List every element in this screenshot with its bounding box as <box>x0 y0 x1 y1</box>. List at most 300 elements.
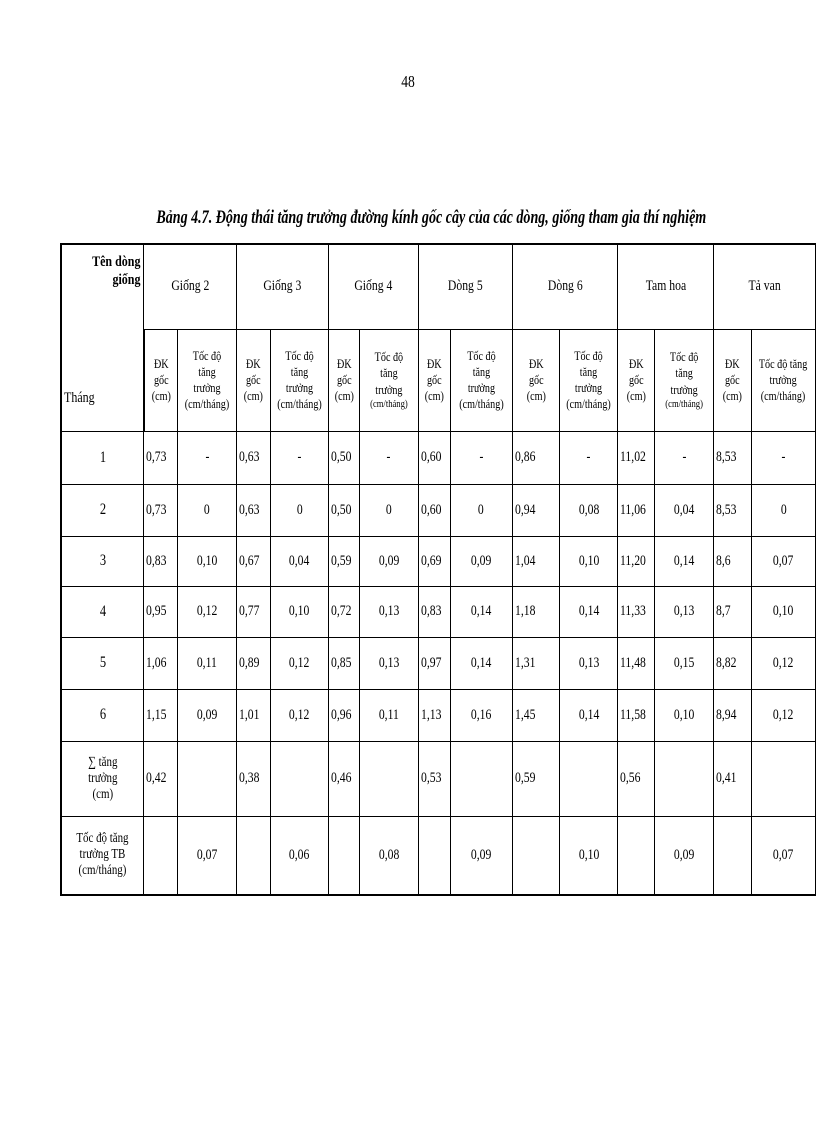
cell-line: gốc <box>426 372 442 388</box>
table-cell <box>655 638 714 690</box>
table-cell <box>270 587 328 638</box>
cell-value: 0 <box>478 501 485 518</box>
table-cell <box>450 537 512 587</box>
cell-value: 0,46 <box>330 770 352 787</box>
table-cell <box>144 817 178 895</box>
table-cell <box>618 537 655 587</box>
table-cell <box>270 432 328 485</box>
table-cell <box>618 485 655 537</box>
table-cell <box>328 690 359 742</box>
cell-line: ĐK <box>153 355 169 371</box>
subheader-rate <box>178 330 237 432</box>
table-cell <box>237 817 271 895</box>
cell-value: 0,60 <box>420 449 442 466</box>
month-value: 2 <box>99 501 106 519</box>
table-cell <box>655 537 714 587</box>
cell-value: 11,58 <box>620 706 647 723</box>
table-cell <box>359 587 418 638</box>
table-cell <box>237 638 271 690</box>
table-cell <box>450 817 512 895</box>
table-cell <box>752 742 816 817</box>
cell-value: 0,77 <box>239 603 260 620</box>
table-cell <box>144 485 178 537</box>
cell-line: (cm) <box>722 388 743 404</box>
cell-value: 1,31 <box>514 654 536 671</box>
cell-value: 0,14 <box>673 552 695 569</box>
month-value: 6 <box>99 706 106 724</box>
subheader-rate <box>450 330 512 432</box>
cell-line: ĐK <box>246 355 261 371</box>
subheader-dk <box>512 330 560 432</box>
cell-value: 0,12 <box>773 706 794 723</box>
cell-value: 8,53 <box>716 501 737 518</box>
table-cell <box>655 432 714 485</box>
cell-line: Tốc độ tăng <box>759 355 808 371</box>
cell-line: (cm/tháng) <box>184 396 230 412</box>
group-header <box>237 244 329 330</box>
cell-line: Tốc độ tăng <box>76 831 129 847</box>
table-cell <box>560 587 618 638</box>
cell-line: (cm) <box>151 388 171 404</box>
table-row <box>61 587 816 638</box>
table-cell <box>359 690 418 742</box>
subheader-dk <box>237 330 271 432</box>
cell-line: trưởng <box>193 380 221 396</box>
subheader-rate <box>270 330 328 432</box>
cell-value: 0,13 <box>673 603 695 620</box>
table-cell <box>178 485 237 537</box>
table-cell <box>714 690 752 742</box>
cell-value: 0,12 <box>773 654 794 671</box>
cell-value: - <box>781 449 786 466</box>
cell-value: 1,18 <box>514 603 536 620</box>
cell-value: 0,96 <box>330 706 352 723</box>
table-cell <box>450 587 512 638</box>
table-cell <box>618 690 655 742</box>
table-cell <box>178 638 237 690</box>
cell-value: 0,14 <box>578 706 600 723</box>
table-cell <box>270 537 328 587</box>
cell-line: trưởng TB <box>79 847 126 863</box>
subheader-rate <box>655 330 714 432</box>
table-cell <box>178 690 237 742</box>
group-header-label: Giống 4 <box>354 278 393 295</box>
table-cell <box>560 817 618 895</box>
cell-value: 0,83 <box>420 603 442 620</box>
cell-value: 0,09 <box>470 552 492 569</box>
table-cell <box>418 537 450 587</box>
cell-value: 0,63 <box>239 449 260 466</box>
table-cell <box>178 587 237 638</box>
cell-line: Tốc độ <box>670 349 699 365</box>
corner-month-label: Tháng <box>64 390 95 406</box>
table-cell <box>144 537 178 587</box>
cell-value: 0,10 <box>578 552 600 569</box>
month-value: 1 <box>99 448 106 466</box>
table-cell <box>144 690 178 742</box>
table-cell <box>359 742 418 817</box>
table-cell <box>618 432 655 485</box>
sum-label <box>61 742 144 817</box>
cell-value: 0,09 <box>378 552 400 569</box>
average-row <box>61 817 816 895</box>
cell-line: gốc <box>528 372 544 388</box>
table-cell <box>512 485 560 537</box>
table-cell <box>418 587 450 638</box>
table-cell <box>655 817 714 895</box>
table-cell <box>618 742 655 817</box>
table-cell <box>328 817 359 895</box>
cell-value: 0 <box>296 501 303 518</box>
table-cell <box>328 587 359 638</box>
cell-value: 0,13 <box>578 654 600 671</box>
cell-value: 0,15 <box>673 654 695 671</box>
corner-header-line <box>92 253 140 289</box>
page-number: 48 <box>401 72 415 91</box>
cell-value: 1,13 <box>420 706 442 723</box>
cell-value: 1,45 <box>514 706 536 723</box>
cell-value: 0,53 <box>420 770 442 787</box>
table-cell <box>237 587 271 638</box>
group-header <box>418 244 512 330</box>
table-cell <box>144 742 178 817</box>
table-cell <box>714 587 752 638</box>
cell-value: - <box>386 449 391 466</box>
cell-line: trưởng <box>575 380 603 396</box>
table-cell <box>512 742 560 817</box>
cell-value: 0,13 <box>378 654 400 671</box>
cell-line: (cm) <box>626 388 646 404</box>
average-label <box>61 817 144 895</box>
table-cell <box>560 485 618 537</box>
cell-value: 8,6 <box>716 552 731 569</box>
table-row <box>61 638 816 690</box>
table-cell <box>328 432 359 485</box>
table-cell <box>359 485 418 537</box>
group-header-label: Giống 2 <box>171 278 210 295</box>
table-cell <box>418 485 450 537</box>
cell-line: tăng <box>675 365 693 381</box>
group-header-label: Giống 3 <box>263 278 302 295</box>
table-cell <box>270 638 328 690</box>
table-cell <box>178 432 237 485</box>
cell-value: 0,38 <box>239 770 260 787</box>
table-cell <box>714 817 752 895</box>
cell-line: trưởng <box>285 380 314 396</box>
cell-value: 0,10 <box>196 552 218 569</box>
cell-value: 0,72 <box>330 603 352 620</box>
cell-value: 0 <box>385 501 392 518</box>
cell-value: 1,15 <box>146 706 167 723</box>
group-header-label: Tả van <box>748 278 781 295</box>
subheader-rate <box>560 330 618 432</box>
growth-table <box>60 243 816 896</box>
table-cell <box>450 638 512 690</box>
cell-line: Tốc độ tăng <box>374 349 404 381</box>
month-value: 5 <box>99 654 106 672</box>
cell-value: 8,7 <box>716 603 731 620</box>
month-cell <box>61 638 144 690</box>
cell-value: 0,42 <box>146 770 167 787</box>
cell-value: 0,10 <box>773 603 794 620</box>
table-cell <box>618 587 655 638</box>
table-row <box>61 537 816 587</box>
group-header <box>714 244 816 330</box>
table-cell <box>512 638 560 690</box>
table-cell <box>450 690 512 742</box>
table-cell <box>450 742 512 817</box>
cell-value: 1,06 <box>146 654 167 671</box>
month-value: 4 <box>99 602 106 620</box>
cell-line: ĐK <box>336 355 352 371</box>
group-header <box>144 244 237 330</box>
cell-value: 0,10 <box>673 706 695 723</box>
cell-line: trưởng <box>670 381 698 397</box>
cell-line: (cm) <box>92 787 113 803</box>
cell-value: 0 <box>780 501 787 518</box>
cell-value: 0,95 <box>146 603 167 620</box>
table-cell <box>752 537 816 587</box>
table-cell <box>450 485 512 537</box>
table-cell <box>618 638 655 690</box>
cell-value: 0,10 <box>578 846 600 863</box>
table-cell <box>714 432 752 485</box>
table-cell <box>618 817 655 895</box>
table-cell <box>560 432 618 485</box>
cell-value: 0,86 <box>514 449 536 466</box>
cell-value: 0,07 <box>773 846 794 863</box>
table-cell <box>752 587 816 638</box>
table-cell <box>237 537 271 587</box>
subheader-dk <box>328 330 359 432</box>
cell-line: (cm/tháng) <box>458 396 504 412</box>
cell-value: 0,12 <box>289 706 310 723</box>
subheader-dk <box>714 330 752 432</box>
group-header-label: Dòng 6 <box>547 278 583 295</box>
table-cell <box>144 587 178 638</box>
cell-value: 11,02 <box>620 449 647 466</box>
table-cell <box>752 817 816 895</box>
table-cell <box>270 690 328 742</box>
group-header-label: Dòng 5 <box>447 278 483 295</box>
month-value: 3 <box>99 552 106 570</box>
table-cell <box>655 690 714 742</box>
cell-value: 0,07 <box>773 552 794 569</box>
cell-value: 0,59 <box>330 552 352 569</box>
cell-line: Tốc độ tăng <box>285 347 314 379</box>
table-cell <box>714 485 752 537</box>
group-header <box>512 244 618 330</box>
cell-line: (cm) <box>243 388 264 404</box>
sum-row <box>61 742 816 817</box>
cell-value: 0,14 <box>470 603 492 620</box>
month-cell <box>61 432 144 485</box>
table-cell <box>178 537 237 587</box>
cell-value: 0,11 <box>378 706 399 723</box>
cell-line: trưởng <box>87 770 118 786</box>
table-cell <box>328 485 359 537</box>
cell-value: 0,07 <box>196 846 218 863</box>
cell-value: 11,33 <box>620 603 647 620</box>
corner-cell <box>61 244 144 432</box>
cell-value: - <box>297 449 302 466</box>
cell-value: 0,11 <box>196 654 218 671</box>
cell-line: (cm/tháng) <box>277 396 322 412</box>
subheader-dk <box>618 330 655 432</box>
cell-line: (cm) <box>334 388 354 404</box>
table-cell <box>512 587 560 638</box>
table-cell <box>144 638 178 690</box>
table-cell <box>714 638 752 690</box>
table-cell <box>512 537 560 587</box>
table-cell <box>359 638 418 690</box>
table-cell <box>359 432 418 485</box>
table-cell <box>655 742 714 817</box>
cell-line: trưởng <box>467 380 495 396</box>
cell-line: Tốc độ tăng <box>466 347 496 379</box>
cell-value: 0,04 <box>673 501 695 518</box>
table-cell <box>752 638 816 690</box>
subheader-rate <box>752 330 816 432</box>
cell-value: 0,50 <box>330 449 352 466</box>
cell-value: 0,97 <box>420 654 442 671</box>
group-header <box>328 244 418 330</box>
cell-line: (cm/tháng) <box>665 397 704 410</box>
cell-line: (cm) <box>424 388 444 404</box>
cell-value: 8,53 <box>716 449 737 466</box>
cell-value: 0,56 <box>620 770 641 787</box>
cell-value: 0,50 <box>330 501 352 518</box>
cell-line: (cm/tháng) <box>566 396 612 412</box>
table-cell <box>655 587 714 638</box>
cell-line: (cm/tháng) <box>78 863 127 879</box>
table-cell <box>752 485 816 537</box>
cell-value: 0,14 <box>470 654 492 671</box>
table-cell <box>418 817 450 895</box>
table-cell <box>512 817 560 895</box>
cell-value: - <box>479 449 484 466</box>
cell-value: 0,73 <box>146 501 167 518</box>
cell-line: gốc <box>246 372 261 388</box>
cell-value: - <box>682 449 687 466</box>
cell-value: 0,09 <box>196 706 218 723</box>
table-cell <box>450 432 512 485</box>
cell-value: 8,94 <box>716 706 737 723</box>
cell-value: - <box>586 449 591 466</box>
cell-line: gốc <box>629 372 644 388</box>
cell-value: 0,12 <box>289 654 310 671</box>
cell-line: giống <box>112 272 141 288</box>
table-cell <box>512 690 560 742</box>
table-cell <box>328 742 359 817</box>
cell-value: 0,69 <box>420 552 442 569</box>
table-cell <box>359 537 418 587</box>
table-cell <box>359 817 418 895</box>
cell-value: 0,10 <box>289 603 310 620</box>
table-cell <box>418 432 450 485</box>
cell-value: 0,13 <box>378 603 400 620</box>
cell-line: Tốc độ tăng <box>192 347 222 379</box>
table-cell <box>144 432 178 485</box>
cell-value: 11,48 <box>620 654 647 671</box>
table-cell <box>328 638 359 690</box>
cell-value: 0,59 <box>514 770 536 787</box>
month-cell <box>61 587 144 638</box>
cell-line: ĐK <box>725 355 740 371</box>
table-row <box>61 690 816 742</box>
subheader-dk <box>418 330 450 432</box>
cell-value: 0,85 <box>330 654 352 671</box>
table-cell <box>270 485 328 537</box>
cell-value: 0,60 <box>420 501 442 518</box>
cell-value: 0,89 <box>239 654 260 671</box>
table-cell <box>752 690 816 742</box>
cell-line: Tốc độ tăng <box>574 347 604 379</box>
table-cell <box>560 537 618 587</box>
cell-line: trưởng <box>769 372 798 388</box>
subheader-rate <box>359 330 418 432</box>
table-row <box>61 432 816 485</box>
cell-value: 0 <box>204 501 210 518</box>
table-cell <box>714 742 752 817</box>
table-cell <box>237 742 271 817</box>
cell-value: 0,06 <box>289 846 310 863</box>
cell-line: (cm/tháng) <box>761 388 806 404</box>
cell-line: ĐK <box>528 355 544 371</box>
table-cell <box>418 638 450 690</box>
table-cell <box>418 690 450 742</box>
table-cell <box>512 432 560 485</box>
cell-value: 0,67 <box>239 552 260 569</box>
cell-value: - <box>205 449 209 466</box>
table-cell <box>655 485 714 537</box>
table-row <box>61 485 816 537</box>
cell-value: 0,09 <box>673 846 695 863</box>
table-cell <box>270 742 328 817</box>
cell-value: 0,14 <box>578 603 600 620</box>
cell-value: 11,06 <box>620 501 647 518</box>
subheader-dk <box>144 330 178 432</box>
cell-line: (cm/tháng) <box>370 397 408 410</box>
cell-line: (cm) <box>526 388 546 404</box>
cell-value: 0,94 <box>514 501 536 518</box>
month-cell <box>61 537 144 587</box>
cell-line: gốc <box>725 372 740 388</box>
cell-line: ∑ tăng <box>87 754 118 770</box>
month-cell <box>61 690 144 742</box>
cell-value: 0,08 <box>578 501 600 518</box>
cell-value: 11,20 <box>620 552 647 569</box>
month-cell <box>61 485 144 537</box>
group-header <box>618 244 714 330</box>
cell-value: 0,63 <box>239 501 260 518</box>
table-cell <box>560 638 618 690</box>
cell-line: gốc <box>153 372 169 388</box>
table-cell <box>418 742 450 817</box>
table-cell <box>714 537 752 587</box>
table-cell <box>178 742 237 817</box>
table-cell <box>178 817 237 895</box>
cell-value: 1,01 <box>239 706 260 723</box>
cell-value: 0,09 <box>470 846 492 863</box>
cell-value: 0,83 <box>146 552 167 569</box>
header-row-groups <box>61 244 816 330</box>
table-cell <box>328 537 359 587</box>
cell-line: ĐK <box>629 355 644 371</box>
header-row-sub <box>61 330 816 432</box>
table-caption: Bảng 4.7. Động thái tăng trưởng đường kính gốc cây của các dòng, giống tham gia thí nghiệm <box>156 207 707 228</box>
cell-value: 0,12 <box>196 603 218 620</box>
